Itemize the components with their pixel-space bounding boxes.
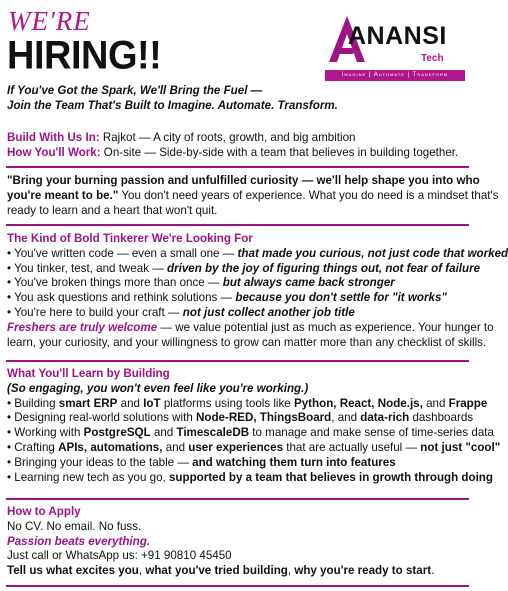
list-item: • You're here to build your craft — not just collect another job title	[7, 305, 355, 319]
apply-block	[7, 505, 469, 579]
logo-name: ANANSI	[348, 22, 447, 50]
divider	[6, 360, 469, 362]
list-item: • You've broken things more than once — but always came back stronger	[7, 276, 395, 290]
list-item: • Building smart ERP and IoT platforms using tools like Python, React, Node.js, and Frappe	[7, 396, 488, 410]
list-item: • Learning new tech as you go, supported by a team that believes in growth through doing	[7, 470, 493, 484]
intro-block	[7, 84, 469, 114]
list-item: • Working with PostgreSQL and TimescaleDB to manage and make sense of time-series data	[7, 426, 494, 440]
passion-quote-2: you're meant to be."	[7, 188, 119, 202]
poster-header	[0, 0, 474, 80]
learn-block	[7, 367, 501, 485]
passion-rest-2: You don't need years of experience. What you do need is a mindset that's	[118, 188, 499, 202]
freshers-label: Freshers are truly welcome	[7, 320, 158, 334]
apply-line-2: Passion beats everything.	[7, 534, 151, 548]
logo-sub: Tech	[421, 53, 444, 64]
work-label: How You'll Work:	[7, 145, 101, 159]
list-item: • You've written code — even a small one — that made you curious, not just code that worked	[7, 246, 508, 260]
apply-title: How to Apply	[7, 505, 81, 518]
apply-line-4: Tell us what excites you, what you've tried building, why you're ready to start.	[7, 564, 435, 578]
intro-line-2: Join the Team That's Built to Imagine. Automate. Transform.	[7, 98, 338, 112]
list-item: • You ask questions and rethink solutions — because you don't settle for "it works"	[7, 291, 447, 305]
learn-title: What You'll Learn by Building	[7, 367, 170, 380]
divider	[6, 224, 469, 226]
list-item: • Crafting APIs, automations, and user experiences that are actually useful — not just "cool"	[7, 440, 501, 454]
list-item: • Designing real-world solutions with Node-RED, ThingsBoard, and data-rich dashboards	[7, 411, 474, 425]
tinkerer-block	[7, 232, 508, 350]
list-item: • You tinker, test, and tweak — driven by the joy of figuring things out, not fear of failure	[7, 261, 481, 275]
logo-tagline: Imagine | Automate | Transform	[325, 70, 465, 81]
apply-contact: Just call or WhatsApp us: +91 90810 45450	[7, 549, 232, 563]
passion-block	[7, 174, 499, 218]
location-block	[7, 131, 469, 161]
list-item: • Bringing your ideas to the table — and watching them turn into features	[7, 455, 396, 469]
passion-quote-1: "Bring your burning passion and unfulfilled curiosity — we'll help shape you into who	[7, 174, 480, 187]
build-label: Build With Us In:	[7, 131, 100, 144]
learn-subtitle: (So engaging, you won't even feel like you're working.)	[7, 381, 309, 395]
company-logo	[325, 8, 465, 84]
tinkerer-title: The Kind of Bold Tinkerer We're Looking For	[7, 232, 253, 245]
apply-line-1: No CV. No email. No fuss.	[7, 519, 142, 533]
freshers-rest: — we value potential just as much as experience. Your hunger to	[157, 320, 494, 334]
were-heading: WE'RE	[8, 6, 91, 36]
divider	[6, 166, 469, 168]
build-value: Rajkot — A city of roots, growth, and big ambition	[99, 131, 356, 144]
divider	[6, 585, 469, 587]
freshers-line-2: learn, your curiosity, and your willingness to grow can matter more than any checklist of skills.	[7, 335, 487, 349]
passion-line-3: ready to learn and a heart that won't quit.	[7, 203, 218, 217]
work-value: On-site — Side-by-side with a team that believes in building together.	[100, 145, 459, 159]
hiring-heading: HIRING!!	[7, 33, 162, 79]
divider	[6, 498, 469, 500]
intro-line-1: If You've Got the Spark, We'll Bring the Fuel —	[7, 84, 263, 97]
